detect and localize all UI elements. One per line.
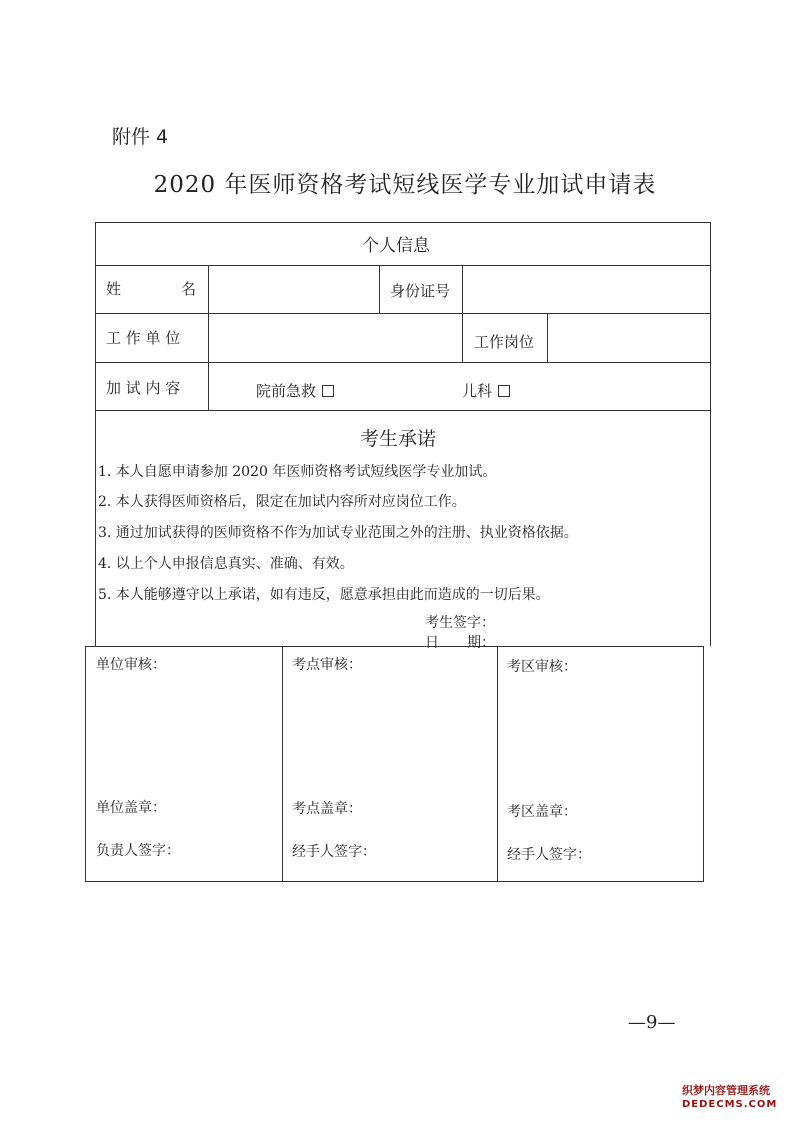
id-number-label: 身份证号 [390,282,451,300]
option-pediatrics-label: 儿科 [462,382,493,400]
test-site-review-label: 考点审核： [292,657,362,673]
watermark-text-en: DEDECMS.COM [682,1099,778,1110]
name-field[interactable] [210,267,378,312]
pledge-item: 2. 本人获得医师资格后，限定在加试内容所对应岗位工作。 [98,494,466,510]
name-label: 姓 名 [106,280,197,298]
id-number-field[interactable] [464,267,709,312]
form-top-border [95,222,711,223]
prehospital-emergency-checkbox[interactable] [322,385,334,397]
pledge-item: 4. 以上个人申报信息真实、准确、有效。 [98,556,354,572]
option-prehospital-emergency[interactable] [256,380,334,401]
test-site-seal-label: 考点盖章： [292,801,362,817]
page-number: —9— [628,1012,676,1033]
form-left-border-upper [95,222,96,646]
pledge-date-label: 日 期： [425,635,495,651]
exam-content-label: 加 试 内 容 [106,379,181,397]
job-position-label: 工作岗位 [474,333,535,351]
personal-info-heading: 个人信息 [362,236,430,256]
form-right-border-upper [710,222,711,646]
exam-region-review-label: 考区审核： [507,659,577,675]
employer-review-label: 单位审核： [96,657,166,673]
form-right-border-lower [703,646,704,882]
exam-region-seal-label: 考区盖章： [507,804,577,820]
form-bottom-border [85,881,704,882]
form-left-border-lower [85,646,86,882]
pledge-heading: 考生承诺 [360,428,437,450]
watermark-text-cn: 织梦内容管理系统 [682,1084,770,1097]
candidate-signature-label: 考生签字： [425,615,495,631]
responsible-person-signature-label: 负责人签字： [96,843,180,859]
pledge-item: 1. 本人自愿申请参加 2020 年医师资格考试短线医学专业加试。 [98,464,497,480]
document-title: 2020 年医师资格考试短线医学专业加试申请表 [153,172,657,198]
exam-region-handler-signature-label: 经手人签字： [507,847,591,863]
site-watermark [682,1084,786,1112]
option-pediatrics[interactable] [462,380,510,401]
pledge-item: 5. 本人能够遵守以上承诺，如有违反，愿意承担由此而造成的一切后果。 [98,587,550,603]
pediatrics-checkbox[interactable] [498,385,510,397]
job-position-field[interactable] [549,315,709,361]
option-prehospital-emergency-label: 院前急救 [256,382,317,400]
employer-label: 工 作 单 位 [106,329,181,347]
attachment-label: 附件 4 [112,126,169,148]
employer-field[interactable] [210,315,461,361]
test-site-handler-signature-label: 经手人签字： [292,844,376,860]
pledge-item: 3. 通过加试获得的医师资格不作为加试专业范围之外的注册、执业资格依据。 [98,525,578,541]
employer-seal-label: 单位盖章： [96,800,166,816]
